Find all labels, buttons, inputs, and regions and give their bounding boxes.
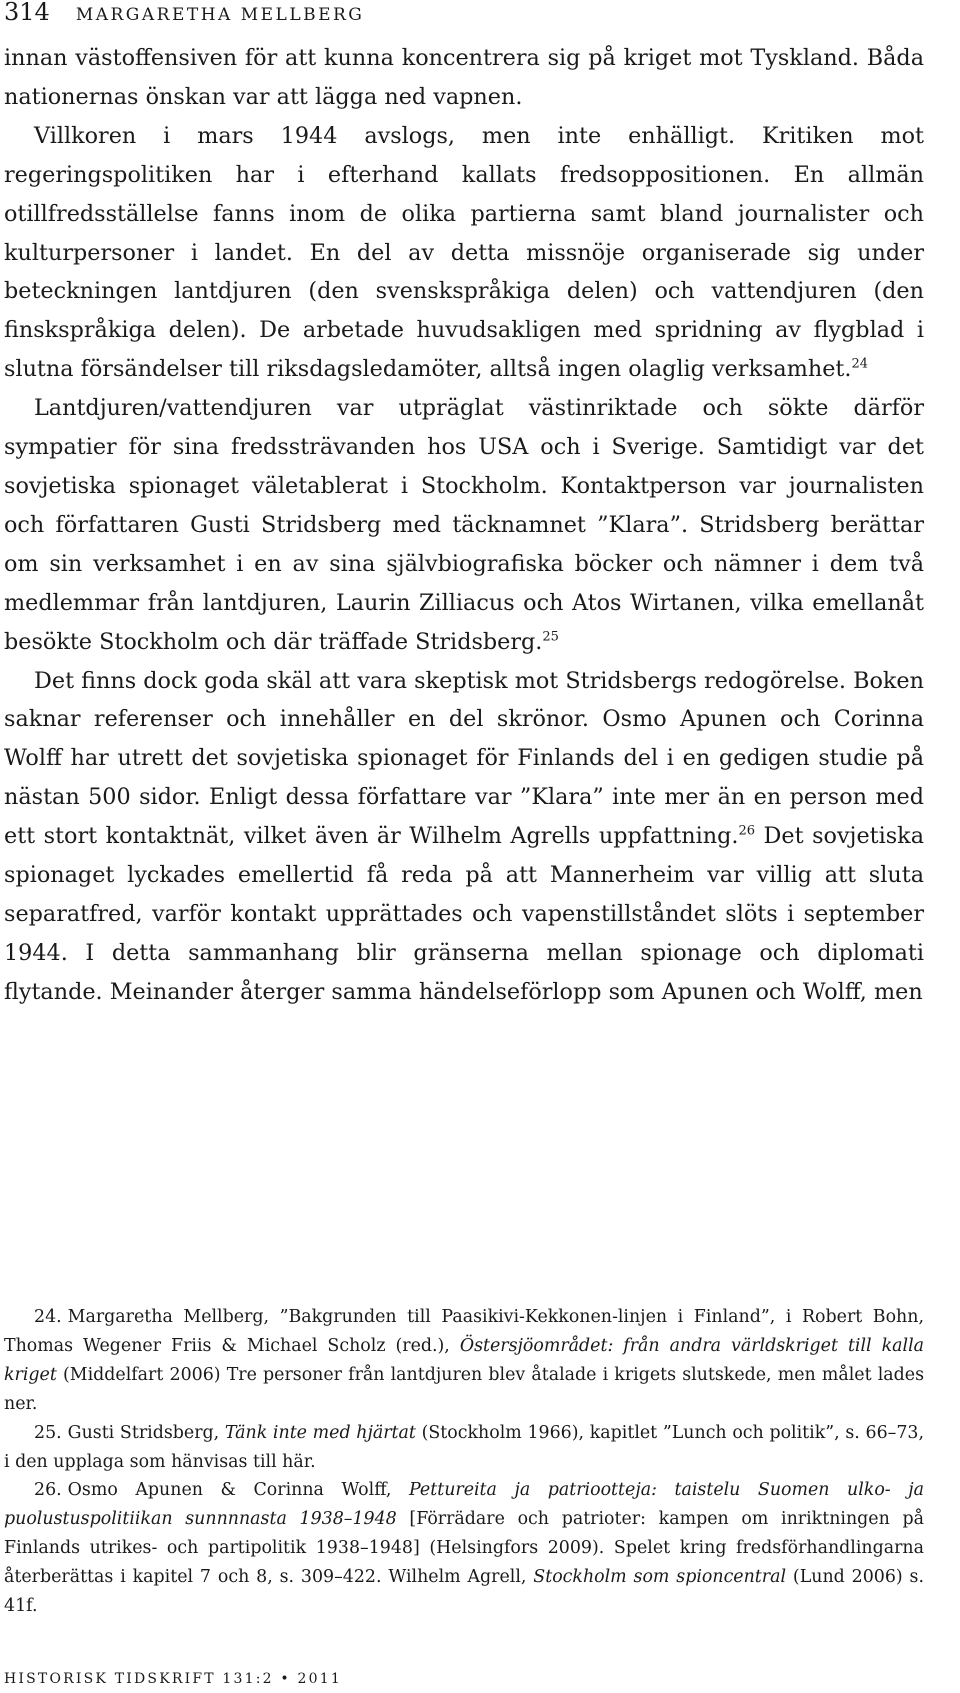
footnote: [4, 1419, 924, 1477]
footnote: [4, 1476, 924, 1621]
paragraph-text: Det sovjetiska spionaget lyckades emellertid få reda på att Mannerheim var villig att sluta separatfred, varför kontakt upprättades och vapenstillståndet slöts i september 1944. I detta sammanhang blir gränserna mellan spionage och diplomati flytande. Meinander återger samma händelseförlopp som Apunen och Wolff, men: [4, 823, 924, 1005]
footnote-text: (Middelfart 2006) Tre personer från lantdjuren blev åtalade i krigets slutskede, men målet lades ner.: [4, 1364, 924, 1414]
footnote-number: 26.: [34, 1480, 62, 1501]
running-head: [4, 0, 364, 26]
journal-footer: HISTORISK TIDSKRIFT 131:2 • 2011: [4, 1671, 342, 1687]
paragraph: [4, 662, 924, 1012]
paragraph: [4, 39, 924, 117]
footnotes: [4, 1303, 924, 1621]
footnote-title: Stockholm som spioncentral: [533, 1567, 787, 1588]
footnote: [4, 1303, 924, 1419]
body-text: [4, 39, 924, 1012]
footnote-number: 24.: [34, 1307, 62, 1327]
paragraph: [4, 117, 924, 389]
paragraph-text: innan västoffensiven för att kunna koncentrera sig på kriget mot Tyskland. Båda nationernas önskan var att lägga ned vapnen.: [4, 45, 924, 110]
footnote-number: 25.: [34, 1422, 62, 1443]
footnote-title: Tänk inte med hjärtat: [224, 1422, 416, 1443]
footnote-text: Osmo Apunen & Corinna Wolff,: [67, 1480, 409, 1501]
paragraph-text: Villkoren i mars 1944 avslogs, men inte enhälligt. Kritiken mot regeringspolitiken har i efterhand kallats fredsoppositionen. En allmän otillfredsställelse fanns inom de olika partierna samt bland journalister och kulturpersoner i landet. En del av detta missnöje organiserade sig under beteckningen lantdjuren (den svenskspråkiga delen) och vattendjuren (den finskspråkiga delen). De arbetade huvudsakligen med spridning av flygblad i slutna försändelser till riksdagsledamöter, alltså ingen olaglig verksamhet.: [4, 122, 924, 383]
footnote-text: Gusti Stridsberg,: [67, 1422, 225, 1443]
footnote-text: (Stockholm 1966), kapitlet ”Lunch och politik”, s. 66–73, i den upplaga som hänvisas till här.: [4, 1422, 925, 1472]
footnote-title: Pettureita ja patriootteja: taistelu Suomen ulko- ja puolustuspolitiikan sunnnnasta 1938–1948: [4, 1480, 924, 1530]
paragraph: [4, 389, 924, 661]
paragraph-text: Det finns dock goda skäl att vara skeptisk mot Stridsbergs redogörelse. Boken saknar referenser och innehåller en del skrönor. Osmo Apunen och Corinna Wolff har utrett det sovjetiska spionaget för Finlands del i en gedigen studie på nästan 500 sidor. Enligt dessa författare var ”Klara” inte mer än en person med ett stort kontaktnät, vilket även är Wilhelm Agrells uppfattning.: [4, 667, 924, 850]
footnote-text: (Lund 2006) s. 41f.: [4, 1567, 924, 1617]
paragraph-text: Lantdjuren/vattendjuren var utpräglat västinriktade och sökte därför sympatier för sina fredssträvanden hos USA och i Sverige. Samtidigt var det sovjetiska spionaget väletablerat i Stockholm. Kontaktperson var journalisten och författaren Gusti Stridsberg med täcknamnet ”Klara”. Stridsberg berättar om sin verksamhet i en av sina självbiografiska böcker och nämner i dem två medlemmar från lantdjuren, Laurin Zilliacus och Atos Wirtanen, vilka emellanåt besökte Stockholm och där träffade Stridsberg.: [4, 395, 924, 655]
footnote-ref[interactable]: 24: [851, 356, 868, 372]
footnote-ref[interactable]: 25: [542, 629, 559, 645]
footnote-text: [Förrädare och patrioter: kampen om inriktningen på Finlands utrikes- och partipolitik 1938–1948] (Helsingfors 2009). Spelet kring fredsförhandlingarna återberättas i kapitel 7 och 8, s. 309–422. Wilhelm Agrell,: [4, 1509, 924, 1588]
footnote-text: Margaretha Mellberg, ”Bakgrunden till Paasikivi-Kekkonen-linjen i Finland”, i Robert Bohn, Thomas Wegener Friis & Michael Scholz (red.),: [4, 1307, 924, 1356]
page-number: 314: [4, 0, 50, 26]
footnote-ref[interactable]: 26: [738, 823, 756, 839]
running-head-author: MARGARETHA MELLBERG: [75, 5, 365, 25]
footnote-title: Östersjöområdet: från andra världskriget till kalla kriget: [4, 1335, 925, 1385]
